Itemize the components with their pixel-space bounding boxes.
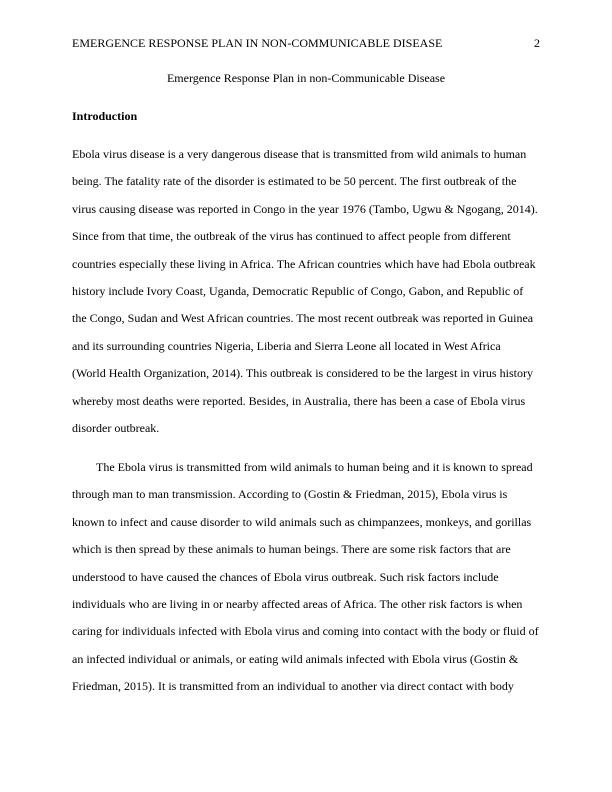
section-heading-introduction: Introduction	[72, 109, 138, 123]
paragraph-line: virus causing disease was reported in Congo in the year 1976 (Tambo, Ugwu & Ngogang, 2014).	[72, 201, 538, 216]
paragraph-line: Since from that time, the outbreak of the virus has continued to affect people from different	[72, 229, 511, 244]
paragraph-line: being. The fatality rate of the disorder is estimated to be 50 percent. The first outbreak of the	[72, 174, 517, 189]
page-number: 2	[534, 36, 540, 50]
paragraph-line: Ebola virus disease is a very dangerous disease that is transmitted from wild animals to human	[72, 147, 527, 161]
paragraph-line: disorder outbreak.	[72, 420, 160, 435]
paragraph-line: which is then spread by these animals to human beings. There are some risk factors that are	[72, 542, 511, 557]
paragraph-2	[72, 454, 542, 701]
paragraph-line: and its surrounding countries Nigeria, Liberia and Sierra Leone all located in West Africa	[72, 338, 501, 353]
paragraph-line: history include Ivory Coast, Uganda, Democratic Republic of Congo, Gabon, and Republic of	[72, 283, 524, 298]
paragraph-line: Friedman, 2015). It is transmitted from an individual to another via direct contact with body	[72, 679, 514, 694]
document-title: Emergence Response Plan in non-Communicable Disease	[166, 71, 446, 85]
paragraph-line: an infected individual or animals, or eating wild animals infected with Ebola virus (Gostin &	[72, 651, 519, 666]
paragraph-line: (World Health Organization, 2014). This outbreak is considered to be the largest in virus history	[72, 366, 533, 381]
paragraph-line: whereby most deaths were reported. Besides, in Australia, there has been a case of Ebola virus	[72, 393, 526, 408]
paragraph-1	[72, 141, 542, 442]
paragraph-line: understood to have caused the chances of Ebola virus outbreak. Such risk factors include	[72, 569, 499, 584]
paragraph-line: the Congo, Sudan and West African countries. The most recent outbreak was reported in Guinea	[72, 311, 534, 326]
paragraph-line: through man to man transmission. According to (Gostin & Friedman, 2015), Ebola virus is	[72, 487, 508, 502]
paragraph-line: caring for individuals infected with Ebola virus and coming into contact with the body or fluid of	[72, 624, 539, 639]
paragraph-line: individuals who are living in or nearby affected areas of Africa. The other risk factors is when	[72, 596, 523, 611]
paragraph-line: The Ebola virus is transmitted from wild animals to human being and it is known to spread	[96, 460, 533, 474]
paragraph-line: known to infect and cause disorder to wild animals such as chimpanzees, monkeys, and gorillas	[72, 514, 532, 529]
paragraph-line: countries especially these living in Africa. The African countries which have had Ebola outbreak	[72, 256, 536, 271]
running-head: EMERGENCE RESPONSE PLAN IN NON-COMMUNICABLE DISEASE	[72, 36, 443, 50]
